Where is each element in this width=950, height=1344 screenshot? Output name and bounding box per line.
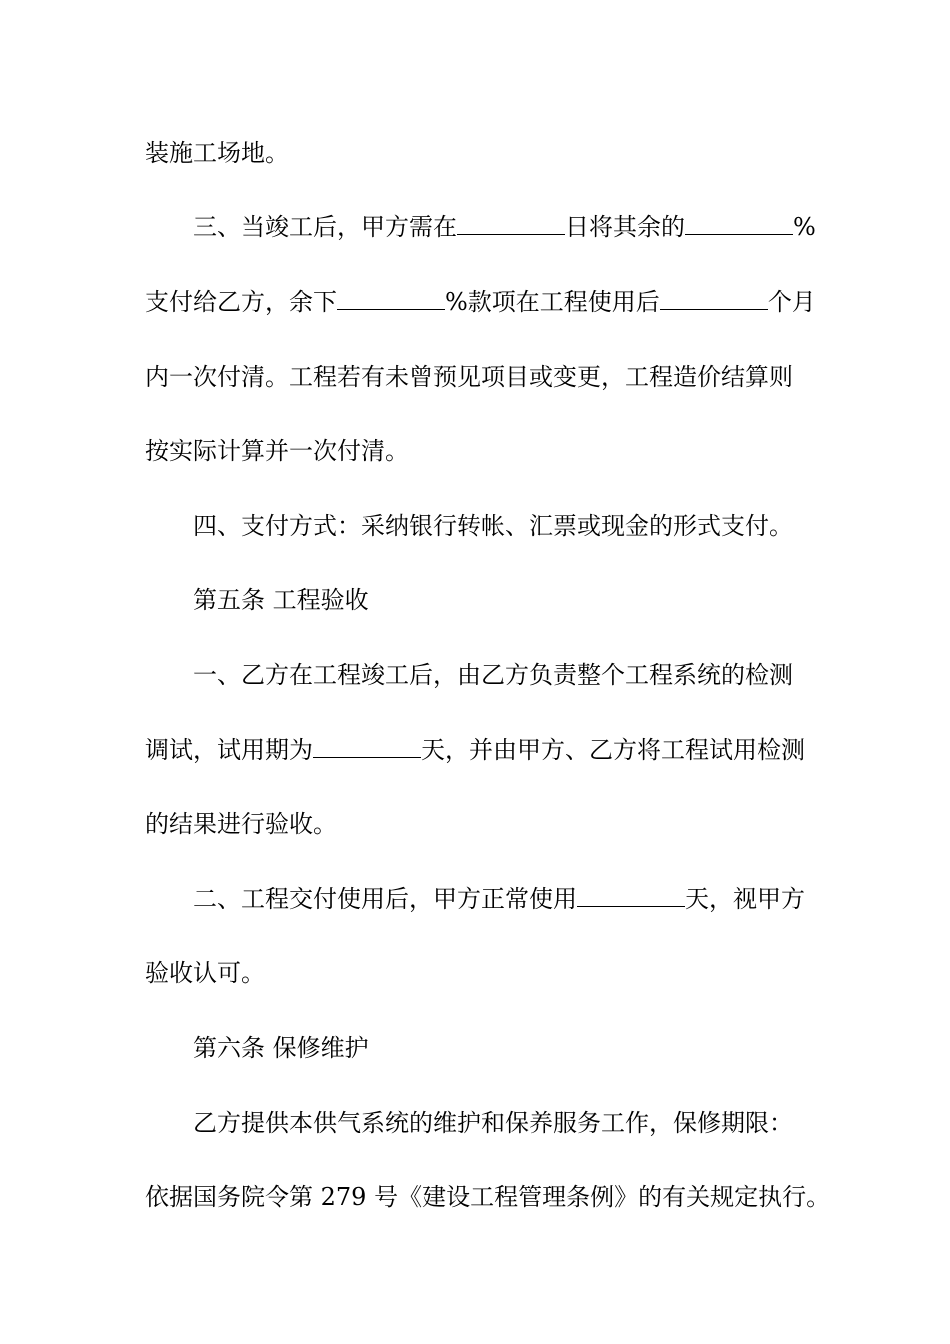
fill-in-blank — [457, 214, 565, 235]
text-line — [193, 660, 873, 690]
text-segment: 按实际计算并一次付清。 — [145, 437, 409, 465]
text-segment: %款项在工程使用后 — [445, 288, 660, 316]
text-segment: 装施工场地。 — [145, 139, 289, 167]
text-segment: % — [793, 213, 816, 241]
fill-in-blank — [577, 886, 685, 907]
text-segment: 二、工程交付使用后，甲方正常使用 — [193, 885, 577, 913]
text-segment: 个月 — [767, 288, 816, 316]
text-segment: 调试，试用期为 — [145, 736, 313, 764]
text-segment: 第六条 保修维护 — [193, 1034, 369, 1062]
text-line — [145, 809, 825, 839]
section-heading — [193, 1033, 873, 1063]
fill-in-blank — [337, 289, 445, 310]
section-heading — [193, 585, 873, 615]
text-segment: 三、当竣工后，甲方需在 — [193, 213, 457, 241]
fill-in-blank — [685, 214, 793, 235]
text-line — [145, 138, 825, 168]
text-segment: 乙方提供本供气系统的维护和保养服务工作，保修期限： — [193, 1109, 793, 1137]
text-segment: 内一次付清。工程若有未曾预见项目或变更，工程造价结算则 — [145, 363, 793, 391]
text-line — [145, 436, 825, 466]
text-segment: 的结果进行验收。 — [145, 810, 337, 838]
text-segment: 第五条 工程验收 — [193, 586, 369, 614]
text-line — [145, 1182, 831, 1212]
text-segment: 天，视甲方 — [685, 885, 805, 913]
text-line — [145, 287, 825, 317]
text-line — [193, 1108, 873, 1138]
text-line — [145, 958, 825, 988]
text-segment: 天，并由甲方、乙方将工程试用检测 — [421, 736, 805, 764]
text-line — [193, 884, 873, 914]
text-segment: 一、乙方在工程竣工后，由乙方负责整个工程系统的检测 — [193, 661, 793, 689]
text-segment: 依据国务院令第 279 号《建设工程管理条例》的有关规定执行。 — [145, 1183, 831, 1211]
text-segment: 日将其余的 — [565, 213, 685, 241]
text-segment: 支付给乙方，余下 — [145, 288, 337, 316]
text-line — [193, 212, 873, 242]
text-segment: 验收认可。 — [145, 959, 265, 987]
fill-in-blank — [313, 737, 421, 758]
fill-in-blank — [660, 289, 768, 310]
text-line — [145, 735, 825, 765]
text-line — [145, 362, 825, 392]
text-line — [193, 511, 873, 541]
text-segment: 四、支付方式：采纳银行转帐、汇票或现金的形式支付。 — [193, 512, 793, 540]
